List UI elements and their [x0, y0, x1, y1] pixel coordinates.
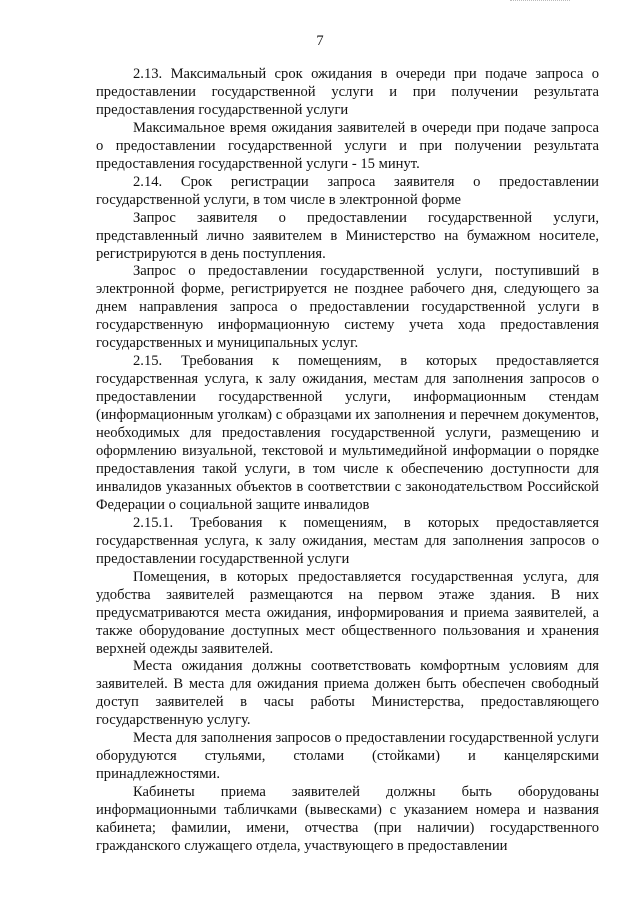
paragraph-premises: Помещения, в которых предоставляется государственная услуга, для удобства заявителей размещаются на первом этаже здания. В них предусматриваются места ожидания, информирования и приема заявителей, а также оборудование доступных мест общественного пользования и хранения верхней одежды заявителей.: [96, 568, 599, 657]
paragraph-2-14-heading: 2.14. Срок регистрации запроса заявителя о предоставлении государственной услуги, в том числе в электронной форме: [96, 173, 599, 208]
paragraph-2-15-1-heading: 2.15.1. Требования к помещениям, в которых предоставляется государственная услуга, к залу ожидания, местам для заполнения запросов о предоставлении государственной услуги: [96, 514, 599, 567]
page-number: 7: [316, 33, 324, 49]
paragraph-paper-registration: Запрос заявителя о предоставлении государственной услуги, представленный лично заявителем в Министерство на бумажном носителе, регистрируются в день поступления.: [96, 209, 599, 262]
paragraph-waiting-places: Места ожидания должны соответствовать комфортным условиям для заявителей. В места для ожидания приема должен быть обеспечен свободный доступ заявителей в часы работы Министерства, предоставляющего государственную услугу.: [96, 658, 599, 729]
paragraph-electronic-registration: Запрос о предоставлении государственной услуги, поступивший в электронной форме, регистрируется не позднее рабочего дня, следующего за днем направления запроса о предоставлении государственной услуги в государственную информационную систему учета хода предоставления государственных и муниципальных услуг.: [96, 263, 599, 352]
paragraph-2-15-heading: 2.15. Требования к помещениям, в которых предоставляется государственная услуга, к залу ожидания, местам для заполнения запросов о предоставлении государственной услуги, информационным стендам (информационным уголкам) с образцами их заполнения и перечнем документов, необходимых для предоставления государственной услуги, размещению и оформлению визуальной, текстовой и мультимедийной информации о порядке предоставления такой услуги, в том числе к обеспечению доступности для инвалидов указанных объектов в соответствии с законодательством Российской Федерации о социальной защите инвалидов: [96, 353, 599, 513]
paragraph-reception-offices: Кабинеты приема заявителей должны быть оборудованы информационными табличками (вывесками) с указанием номера и названия кабинета; фамилии, имени, отчества (при наличии) государственного гражданского служащего отдела, участвующего в предоставлении: [96, 784, 599, 854]
scan-edge-mark: [510, 0, 570, 4]
paragraph-2-13-heading: 2.13. Максимальный срок ожидания в очереди при подаче запроса о предоставлении государственной услуги и при получении результата предоставления государственной услуги: [96, 66, 599, 118]
paragraph-form-filling-places: Места для заполнения запросов о предоставлении государственной услуги оборудуются стульями, столами (стойками) и канцелярскими принадлежностями.: [96, 730, 599, 783]
paragraph-waiting-time: Максимальное время ожидания заявителей в очереди при подаче запроса о предоставлении государственной услуги и при получении результата предоставления государственной услуги - 15 минут.: [96, 119, 599, 172]
document-body: [96, 66, 599, 856]
